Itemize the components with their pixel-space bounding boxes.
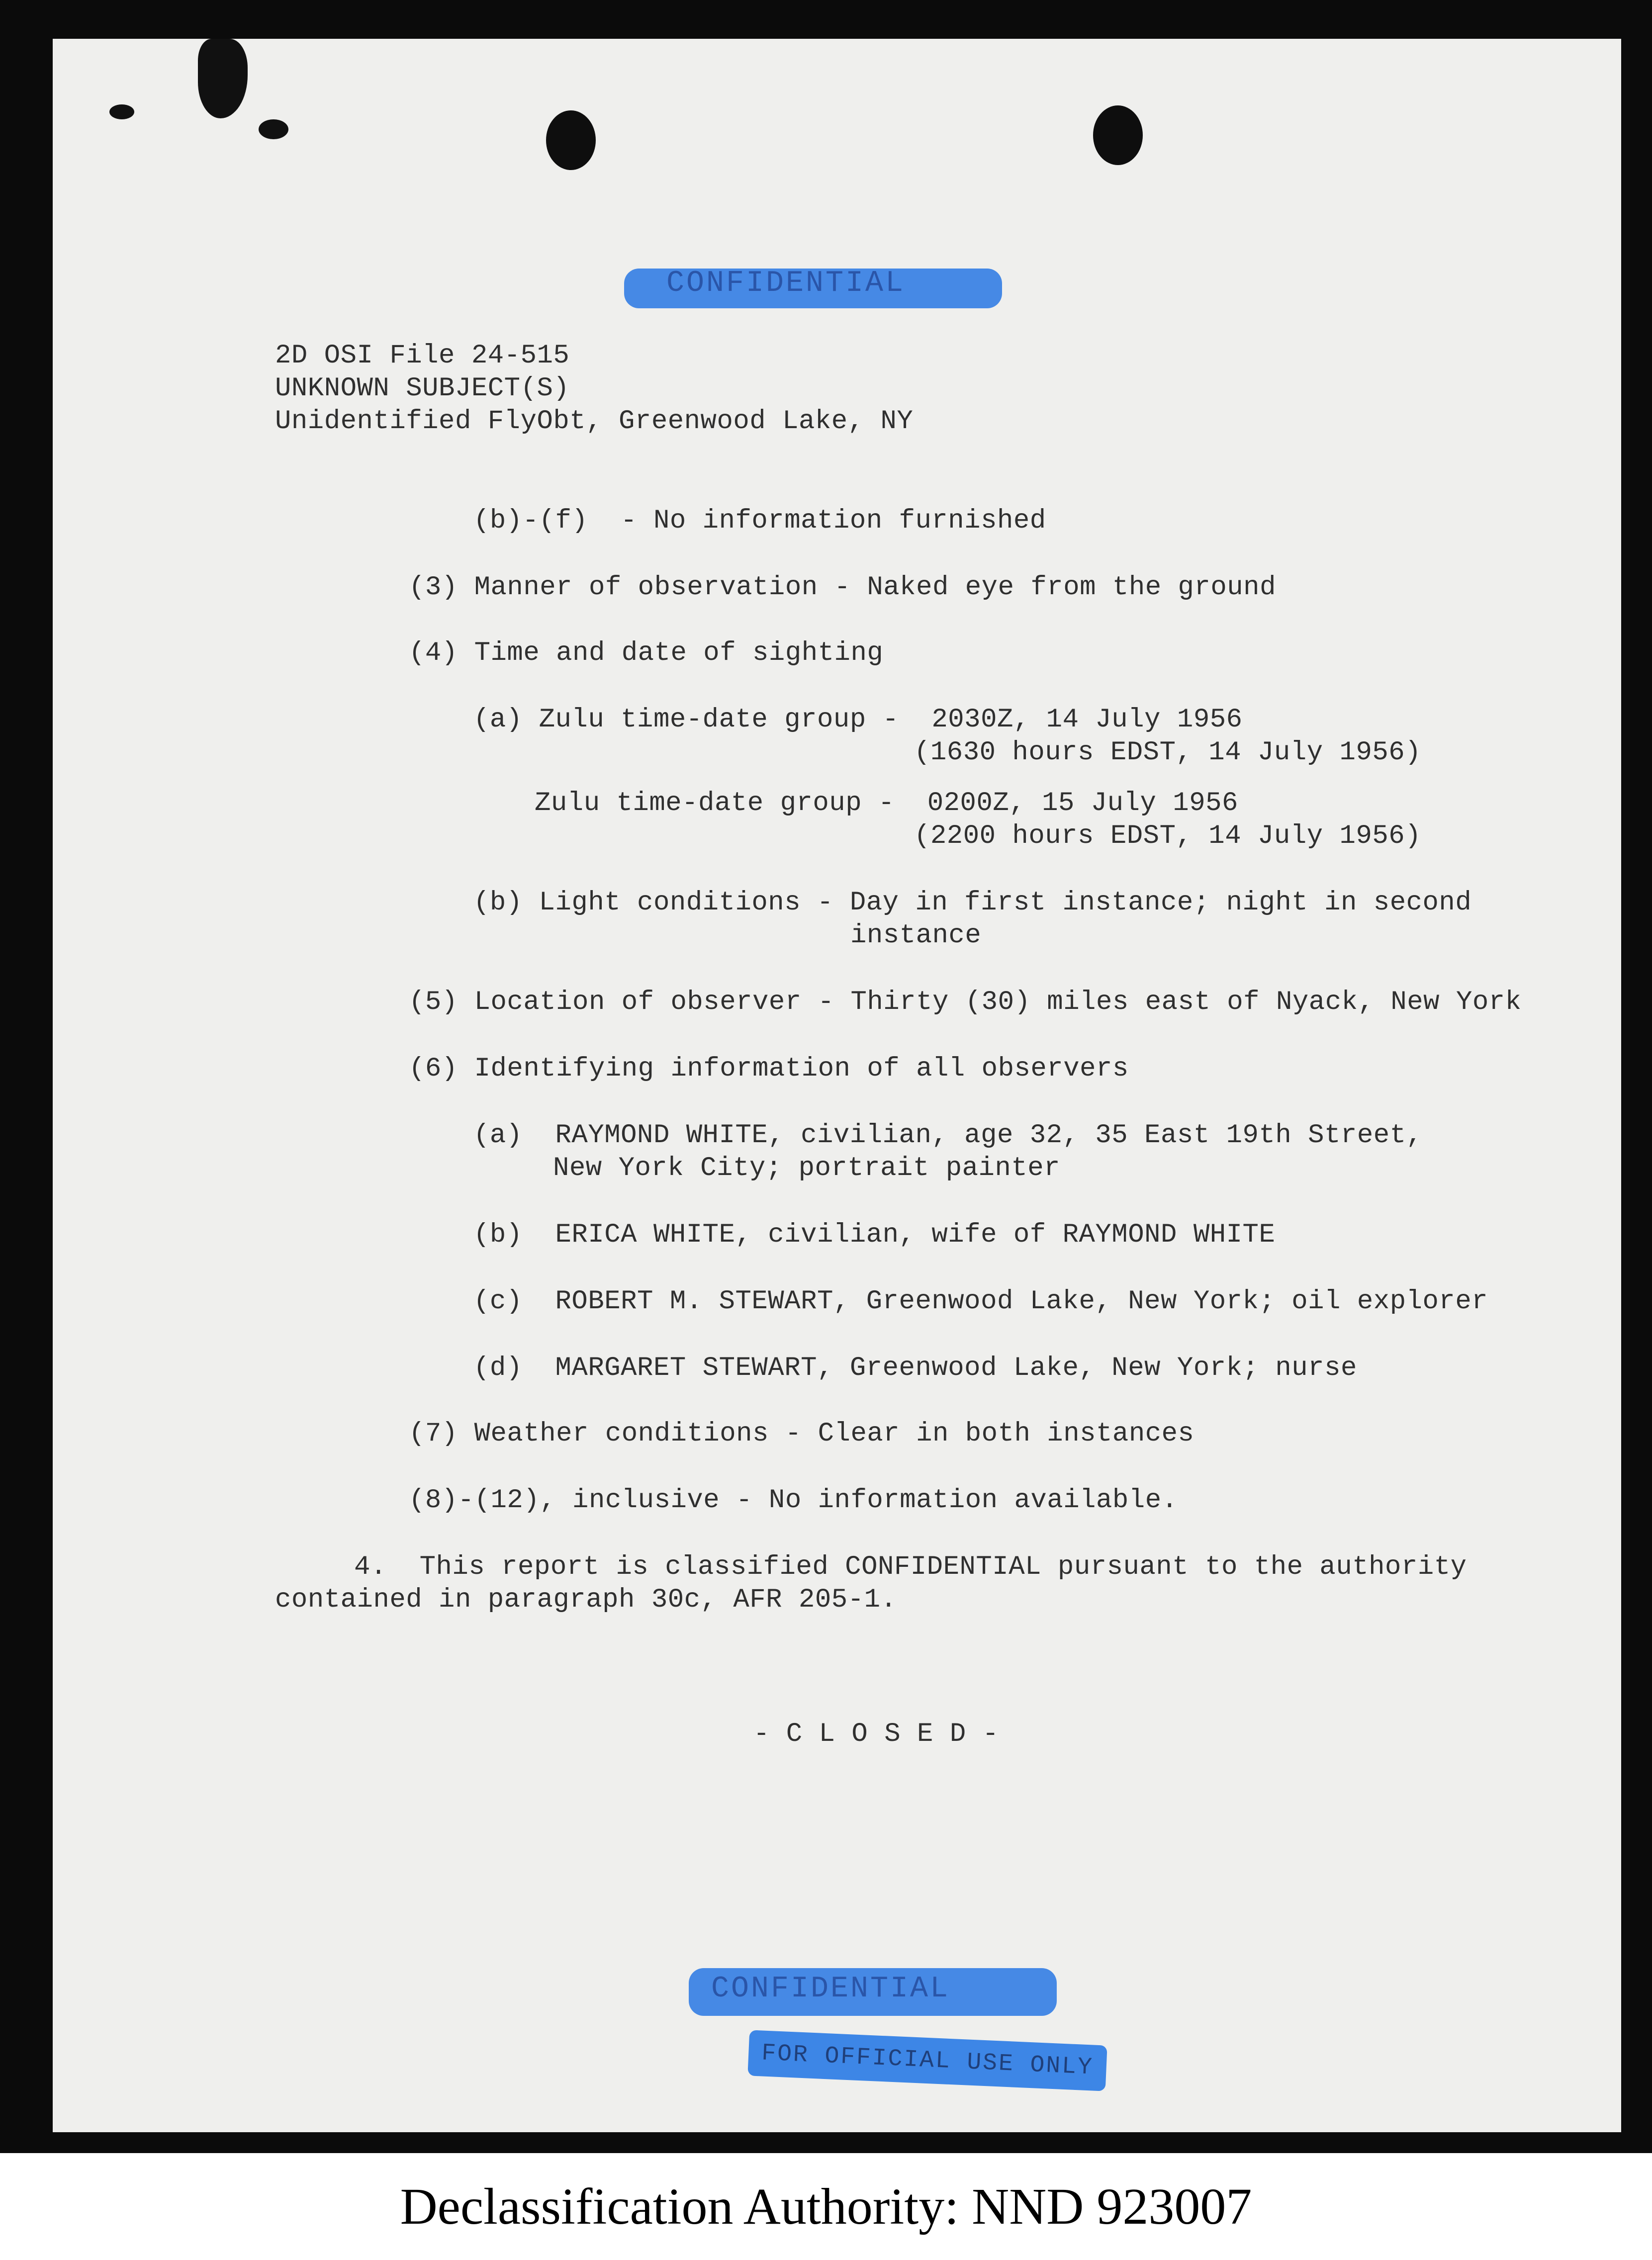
declassification-caption: Declassification Authority: NND 923007 [0,2153,1652,2260]
ink-specks [109,104,134,119]
punch-hole-right [1093,105,1143,165]
item-7: (7) Weather conditions - Clear in both instances [409,1419,1194,1449]
item-8-12: (8)-(12), inclusive - No information available. [409,1485,1178,1516]
subject-line: UNKNOWN SUBJECT(S) [275,373,570,404]
item-4b-line-1: (b) Light conditions - Day in first instance; night in second [473,888,1472,918]
item-4: (4) Time and date of sighting [409,638,884,668]
ink-specks [259,119,288,139]
paragraph-4-line-2: contained in paragraph 30c, AFR 205-1. [275,1585,897,1615]
item-6d: (d) MARGARET STEWART, Greenwood Lake, New York; nurse [473,1353,1357,1383]
item-4a-line-1: (a) Zulu time-date group - 2030Z, 14 July 1956 [473,705,1243,735]
closed-marker: - C L O S E D - [753,1719,999,1749]
item-4a-line-1-local: (1630 hours EDST, 14 July 1956) [914,737,1422,768]
item-5: (5) Location of observer - Thirty (30) miles east of Nyack, New York [409,987,1522,1017]
top-confidential-stamp: CONFIDENTIAL [666,267,906,300]
paragraph-4-line-1: 4. This report is classified CONFIDENTIAL pursuant to the authority [354,1552,1467,1582]
bottom-confidential-stamp: CONFIDENTIAL [711,1972,950,2006]
title-line: Unidentified FlyObt, Greenwood Lake, NY [275,406,914,437]
item-6a-line-1: (a) RAYMOND WHITE, civilian, age 32, 35 East 19th Street, [473,1120,1423,1151]
item-4a-line-2-local: (2200 hours EDST, 14 July 1956) [914,821,1422,851]
item-3: (3) Manner of observation - Naked eye from the ground [409,572,1276,603]
item-6b: (b) ERICA WHITE, civilian, wife of RAYMOND WHITE [473,1220,1276,1250]
punch-hole-left [546,110,596,170]
for-official-use-only-label: FOR OFFICIAL USE ONLY [761,2040,1094,2081]
file-number: 2D OSI File 24-515 [275,341,570,371]
item-4a-line-2: Zulu time-date group - 0200Z, 15 July 1956 [535,788,1238,818]
item-6: (6) Identifying information of all observers [409,1054,1129,1084]
item-4b-line-2: instance [850,920,982,951]
item-b-f: (b)-(f) - No information furnished [473,506,1046,536]
item-6a-line-2: New York City; portrait painter [553,1153,1061,1183]
item-6c: (c) ROBERT M. STEWART, Greenwood Lake, New York; oil explorer [473,1286,1488,1317]
